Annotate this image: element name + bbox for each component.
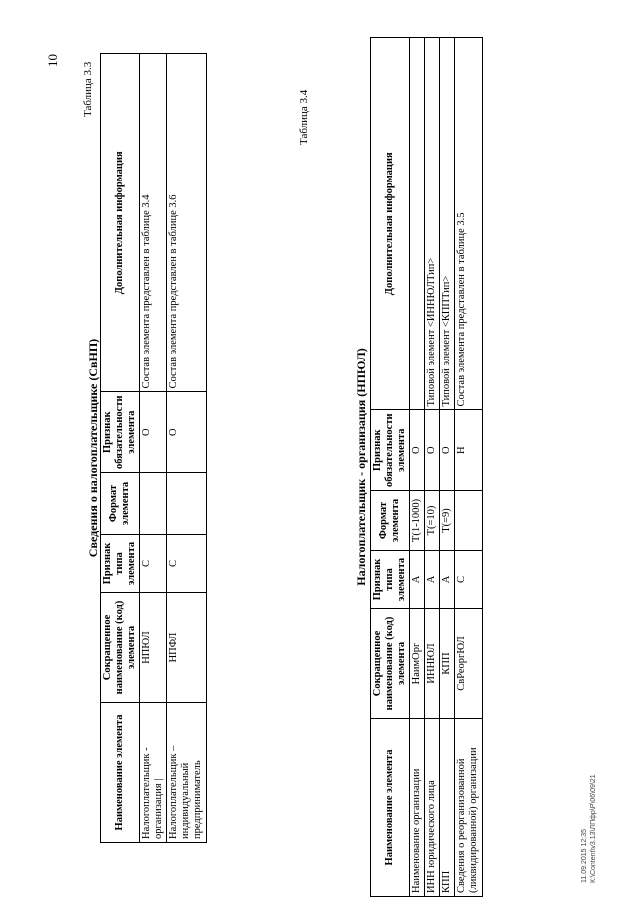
table-cell: СвРеоргЮЛ (455, 609, 482, 719)
table-3-3-caption: Таблица 3.3 (82, 61, 94, 117)
header-cell: Признак типа элемента (371, 551, 410, 609)
header-cell: Признак обязательности элемента (371, 410, 410, 491)
table-3-3-title: Сведения о налогоплательщике (СвНП) (86, 338, 100, 558)
table-3-4-title: Налогоплательщик - организация (НПЮЛ) (354, 348, 368, 586)
table-cell: Наименование организации (410, 719, 425, 897)
table-cell: ИННЮЛ (425, 609, 440, 719)
table-row (455, 38, 482, 897)
header-cell: Сокращенное наименование (код) элемента (371, 609, 410, 719)
table-cell: С (140, 535, 167, 593)
footer-timestamp: 11.09.2015 12:35 (581, 829, 588, 883)
table-cell (455, 491, 482, 551)
header-cell: Дополнительная информация (371, 38, 410, 410)
table-cell: Типовой элемент <КППТип> (440, 38, 455, 410)
table-cell: T(1-1000) (410, 491, 425, 551)
table-3-3 (100, 53, 207, 843)
page-number: 10 (45, 54, 60, 67)
table-cell: О (440, 410, 455, 491)
table-3-4-caption: Таблица 3.4 (298, 89, 310, 145)
table-cell: Н (455, 410, 482, 491)
table-3-4 (370, 37, 483, 897)
header-cell: Наименование элемента (371, 719, 410, 897)
table-cell: Состав элемента представлен в таблице 3.4 (140, 54, 167, 392)
table-cell: О (425, 410, 440, 491)
header-cell: Дополнительная информация (101, 54, 140, 392)
table-cell: А (425, 551, 440, 609)
table-cell: ИНН юридического лица (425, 719, 440, 897)
table-cell: Типовой элемент <ИННЮЛТип> (425, 38, 440, 410)
table-header-row (371, 38, 410, 897)
table-cell: Состав элемента представлен в таблице 3.5 (455, 38, 482, 410)
header-cell: Признак обязательности элемента (101, 392, 140, 473)
table-cell: Сведения о реорганизованной (ликвидированной) организации (455, 719, 482, 897)
table-header-row (101, 54, 140, 843)
table-cell: Состав элемента представлен в таблице 3.6 (167, 54, 206, 392)
table-cell: НПФЛ (167, 593, 206, 703)
table-cell: НаимОрг (410, 609, 425, 719)
table-row (425, 38, 440, 897)
table-cell (140, 473, 167, 535)
header-cell: Формат элемента (101, 473, 140, 535)
table-cell: Налогоплательщик - организация | (140, 703, 167, 843)
table-cell: О (140, 392, 167, 473)
table-cell: Налогоплательщик – индивидуальный предприниматель (167, 703, 206, 843)
table-cell: КПП (440, 609, 455, 719)
header-cell: Наименование элемента (101, 703, 140, 843)
table-row (410, 38, 425, 897)
header-cell: Признак типа элемента (101, 535, 140, 593)
table-cell: T(=9) (440, 491, 455, 551)
table-row (440, 38, 455, 897)
table-cell: А (410, 551, 425, 609)
table-cell: О (167, 392, 206, 473)
table-cell (167, 473, 206, 535)
header-cell: Формат элемента (371, 491, 410, 551)
header-cell: Сокращенное наименование (код) элемента (101, 593, 140, 703)
table-cell: О (410, 410, 425, 491)
table-cell: С (455, 551, 482, 609)
table-cell: T(=10) (425, 491, 440, 551)
table-cell: НПЮЛ (140, 593, 167, 703)
footer-path: К:\Content\v3.13\ЛПфр\Р\06\09\21 (590, 774, 598, 883)
table-row (140, 54, 167, 843)
file-path-footer (580, 774, 598, 883)
table-row (167, 54, 206, 843)
table-cell: КПП (440, 719, 455, 897)
table-cell: А (440, 551, 455, 609)
table-cell: С (167, 535, 206, 593)
table-cell (410, 38, 425, 410)
